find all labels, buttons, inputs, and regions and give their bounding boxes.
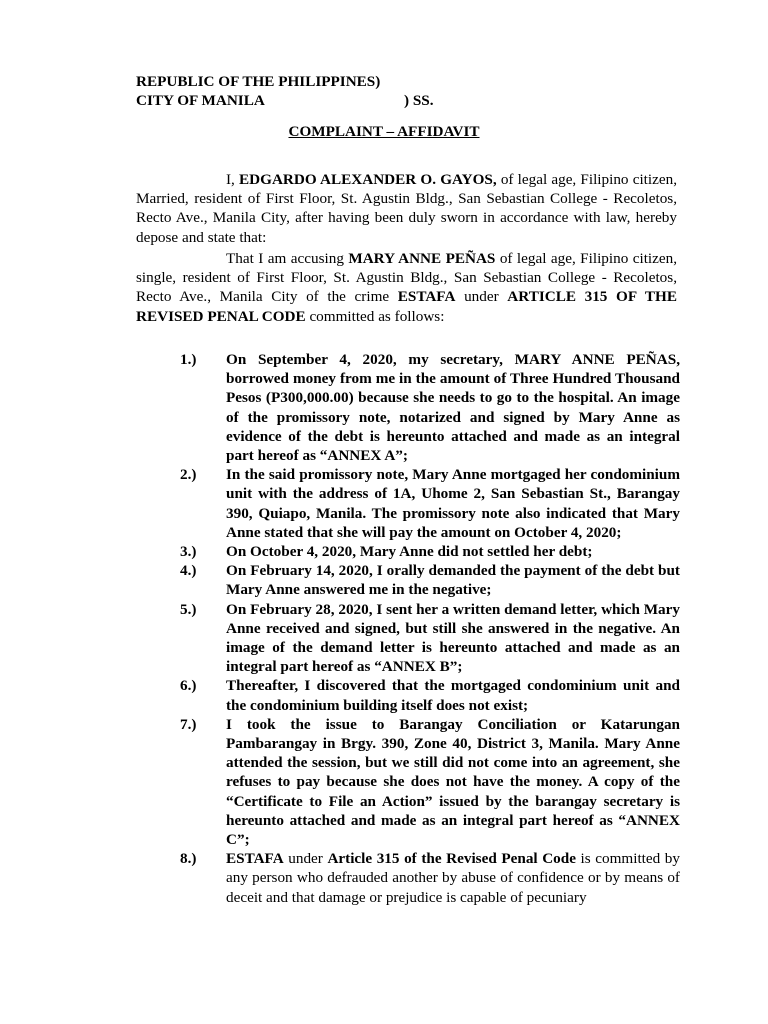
item-text: In the said promissory note, Mary Anne mortgaged her condominium unit with the address of 1A, Uhome 2, San Sebastian St., Barangay 390, Quiapo, Manila. The promissory note also indicated that Mary Anne stated that she will pay the amount on October 4, 2020; [226, 466, 680, 541]
allegations-list [180, 350, 680, 907]
annex-label: “ANNEX C” [226, 811, 680, 849]
item-text [226, 601, 680, 676]
item-text-part: On February 28, 2020, I sent her a written demand letter, which Mary Anne received and signed, but still she answered in the negative. An image of the demand letter is hereunto attached and made as an integral part hereof as [226, 600, 680, 676]
accusation-text-4: committed as follows: [305, 307, 445, 325]
header-city-text: CITY OF MANILA [136, 92, 265, 109]
header-republic-text: REPUBLIC OF THE PHILIPPINES) [136, 73, 381, 90]
list-item [180, 542, 680, 561]
item-number: 7.) [180, 715, 197, 733]
list-item [180, 350, 680, 465]
crime-name: ESTAFA [226, 850, 284, 868]
crime-name: ESTAFA [397, 288, 456, 306]
item-text-part: is committed by any person who defrauded another by abuse of confidence or by means of deceit and that damage or prejudice is capable of pecuniary [226, 850, 680, 906]
item-text-part: under [283, 850, 328, 868]
item-number: 4.) [180, 562, 197, 580]
accusation-text-3: under [455, 288, 508, 306]
item-text: On October 4, 2020, Mary Anne did not settled her debt; [226, 543, 593, 561]
accused-name: MARY ANNE PEÑAS [348, 250, 496, 267]
document-title: COMPLAINT – AFFIDAVIT [288, 123, 480, 140]
header-city [136, 91, 434, 110]
item-text-part: On September 4, 2020, my secretary, MARY ANNE PEÑAS, borrowed money from me in the amount of Three Hundred Thousand Pesos (P300,000.00) because she needs to go to the hospital. An image of the promissory note, notarized and signed by Mary Anne as evidence of the debt is hereunto attached and made as an integral part hereof as [226, 351, 680, 465]
accusation-text-2: of legal age, Filipino citizen, single, resident of First Floor, St. Agustin Bldg., San Sebastian College - Recoletos, Recto Ave., Manila City of the crime [136, 250, 678, 306]
intro-prefix: I, [226, 171, 240, 188]
item-number: 5.) [180, 600, 197, 618]
list-item [180, 465, 680, 542]
list-item [180, 676, 680, 714]
item-text [226, 850, 680, 905]
item-number: 2.) [180, 466, 197, 484]
law-reference: Article 315 of the Revised Penal Code [327, 850, 576, 868]
header-republic [136, 72, 380, 91]
item-text [226, 351, 680, 464]
list-item [180, 561, 680, 599]
item-text [226, 716, 680, 848]
accusation-paragraph [136, 249, 677, 326]
list-item [180, 715, 680, 849]
item-number: 6.) [180, 677, 197, 695]
intro-rest: of legal age, Filipino citizen, Married, resident of First Floor, St. Agustin Bldg., San Sebastian College - Recoletos, Recto Ave., Manila City, after having been duly sworn in accordance with law, hereby depose and state that: [136, 171, 677, 246]
item-text-part: ; [402, 447, 408, 465]
law-reference: ARTICLE 315 OF THE REVISED PENAL CODE [136, 288, 677, 325]
intro-paragraph [136, 170, 677, 247]
item-number: 1.) [180, 351, 197, 368]
item-text-part: ; [244, 831, 250, 849]
item-text-part: ; [457, 658, 463, 676]
annex-label: “ANNEX B” [374, 658, 458, 676]
item-text-part: I took the issue to Barangay Conciliation or Katarungan Pambarangay in Brgy. 390, Zone 40, District 3, Manila. Mary Anne attended the session, but we still did not come into an agreement, she refuses to pay because she does not have the money. A copy of the “Certificate to File an Action” issued by the barangay secretary is hereunto attached and made as an integral part hereof as [226, 715, 680, 829]
list-item [180, 600, 680, 677]
header-ss: ) SS. [404, 92, 434, 109]
accusation-text-1: That I am accusing [226, 250, 349, 267]
affiant-name: EDGARDO ALEXANDER O. GAYOS, [239, 171, 497, 188]
annex-label: “ANNEX A” [319, 447, 403, 465]
item-text: On February 14, 2020, I orally demanded the payment of the debt but Mary Anne answered me in the negative; [226, 562, 680, 599]
item-number: 8.) [180, 850, 197, 868]
item-text: Thereafter, I discovered that the mortgaged condominium unit and the condominium building itself does not exist; [226, 677, 680, 714]
item-number: 3.) [180, 543, 197, 561]
list-item [180, 849, 680, 907]
